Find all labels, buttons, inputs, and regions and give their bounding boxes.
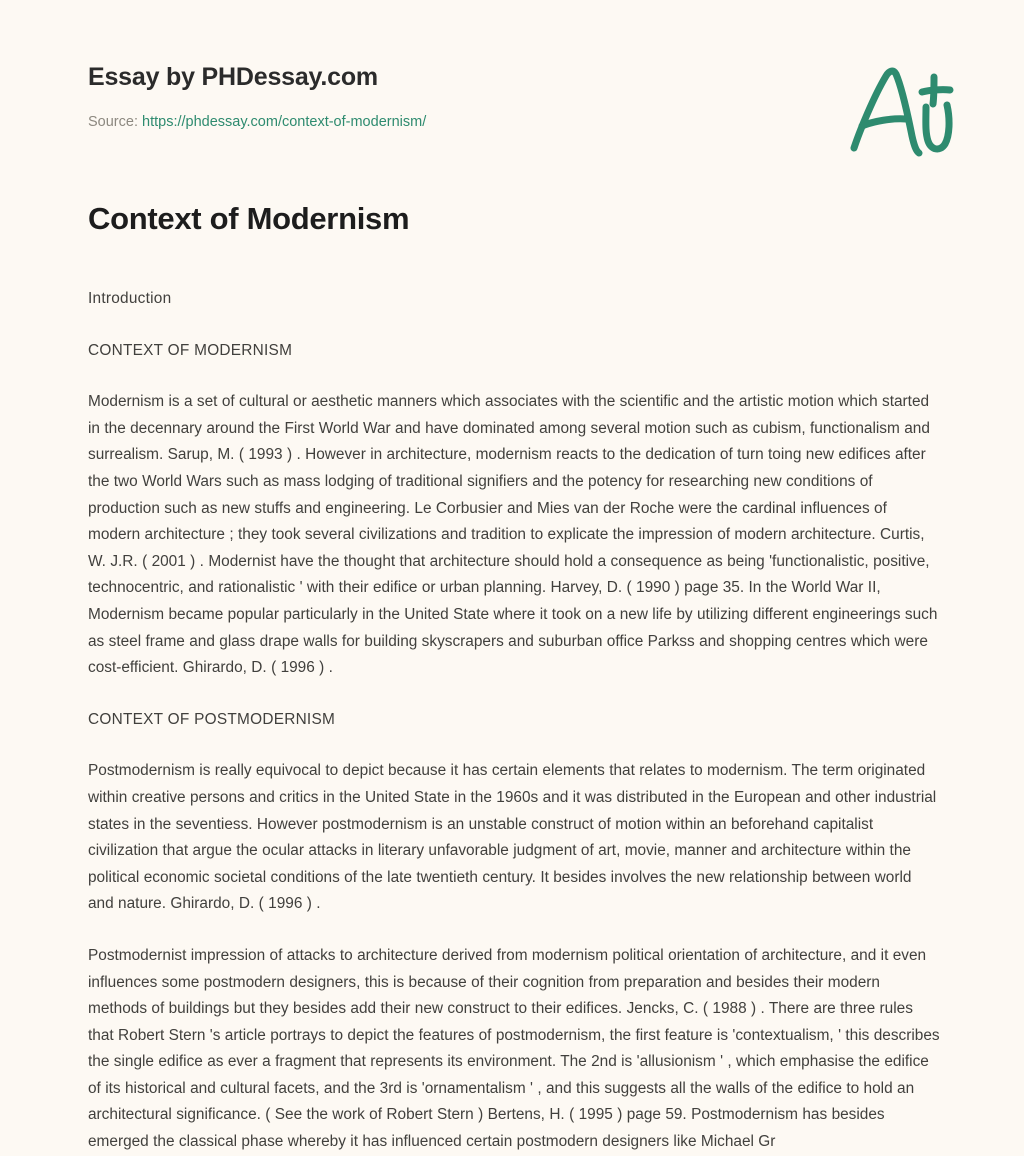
brand-title: Essay by PHDessay.com — [88, 63, 378, 91]
page-title: Context of Modernism — [88, 201, 410, 237]
paragraph-postmodernism: Postmodernism is really equivocal to depict because it has certain elements that relates to modernism. The term originated within creative persons and critics in the United State in the 1960s and it was distributed in the European and other industrial states in the seventiess. However postmodernism is an unstable construct of motion within an beforehand capitalist civilization that argue the ocular attacks in literary unfavorable judgment of art, movie, manner and architecture within the political economic societal conditions of the late twentieth century. It besides involves the new relationship between world and nature. Ghirardo, D. ( 1996 ) . — [88, 762, 937, 913]
paragraph-postmodernist-impression: Postmodernist impression of attacks to architecture derived from modernism political orientation of architecture, and it even influences some postmodern designers, this is because of their cognition from preparation and besides their modern methods of buildings but they besides add their new construct to their edifices. Jencks, C. ( 1988 ) . There are three rules that Robert Stern 's article portrays to depict the features of postmodernism, the first feature is 'contextualism, ' this describes the single edifice as ever a fragment that represents its environment. The 2nd is 'allusionism ' , which emphasise the edifice of its historical and cultural facets, and the 3rd is 'ornamentalism ' , and this suggests all the walls of the edifice to hold an architectural significance. ( See the work of Robert Stern ) Bertens, H. ( 1995 ) page 59. Postmodernism has besides emerged the classical phase whereby it has influenced certain postmodern designers like Michael Gr — [88, 946, 940, 1151]
section-heading-modernism: CONTEXT OF MODERNISM — [88, 341, 293, 359]
source-url-link[interactable]: https://phdessay.com/context-of-modernism/ — [142, 114, 427, 130]
article-body — [88, 239, 940, 1156]
paragraph-intro: Introduction — [88, 290, 172, 308]
page-header — [88, 0, 936, 132]
section-heading-postmodernism: CONTEXT OF POSTMODERNISM — [88, 710, 336, 728]
paragraph-modernism: Modernism is a set of cultural or aesthetic manners which associates with the scientific and the artistic motion which started in the decennary around the First World War and have dominated among several motion such as cubism, functionalism and surrealism. Sarup, M. ( 1993 ) . However in architecture, modernism reacts to the dedication of turn toing new edifices after the two World Wars such as mass lodging of traditional signifiers and the potency for researching new conditions of production such as new stuffs and engineering. Le Corbusier and Mies van der Roche were the cardinal influences of modern architecture ; they took several civilizations and tradition to explicate the impression of modern architecture. Curtis, W. J.R. ( 2001 ) . Modernist have the thought that architecture should hold a consequence as being 'functionalistic, positive, technocentric, and rationalistic ' with their edifice or urban planning. Harvey, D. ( 1990 ) page 35. In the World War II, Modernism became popular particularly in the United State where it took on a new life by utilizing different engineerings such as steel frame and glass drape walls for building skyscrapers and suburban office Parkss and shopping centres which were cost-efficient. Ghirardo, D. ( 1996 ) . — [88, 393, 938, 677]
a-plus-logo — [840, 52, 960, 162]
source-label: Source: — [88, 114, 138, 130]
source-line — [88, 112, 936, 132]
